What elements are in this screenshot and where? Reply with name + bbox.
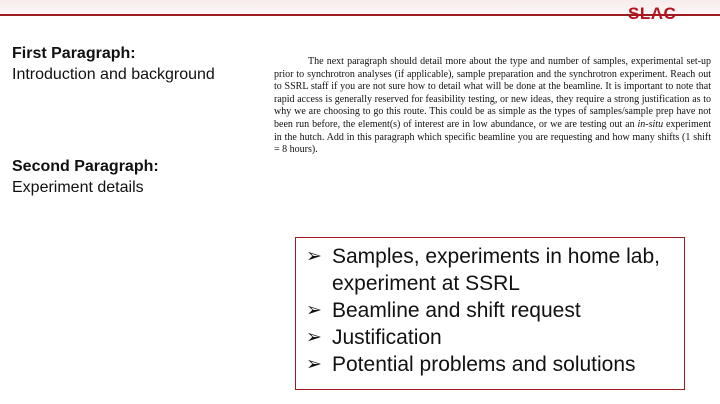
paragraph-text-start: The next paragraph should detail more about the type and number of samples, experimental set-up prior to synchrotron analyses (if applicable), sample preparation and the synchrotron experiment. Reach out to SSRL staff if you are not sure how to detail what will be done at the beamline. It is important to note that rapid access is generally reserved for feasibility testing, or new ideas, they require a strong justification as to why we are choosing to go this route. This could be as simple as the types of samples/sample prep have not been run before, the element(s) of interest are in low abundance, or we are testing out an xyxy=(274,56,711,130)
bullet-text: Potential problems and solutions xyxy=(332,353,636,376)
arrow-bullet-icon: ➢ xyxy=(306,354,322,375)
bullet-text: Samples, experiments in home lab, experiment at SSRL xyxy=(332,245,660,295)
first-paragraph-subtitle: Introduction and background xyxy=(12,66,215,83)
bullet-item xyxy=(306,297,684,324)
first-paragraph-heading: First Paragraph: xyxy=(12,45,136,62)
arrow-bullet-icon: ➢ xyxy=(306,327,322,348)
slac-logo: SLAC xyxy=(628,4,677,23)
summary-box xyxy=(295,237,685,390)
second-paragraph-subtitle: Experiment details xyxy=(12,179,144,196)
bullet-text: Justification xyxy=(332,326,442,349)
arrow-bullet-icon: ➢ xyxy=(306,300,322,321)
paragraph-text-end: experiment in the hutch. Add in this paragraph which specific beamline you are requesting and how many shifts (1 shift = 8 hours). xyxy=(274,118,712,156)
bullet-item xyxy=(306,243,684,297)
header-rule xyxy=(0,14,720,16)
bullet-item xyxy=(306,351,684,378)
arrow-bullet-icon: ➢ xyxy=(306,246,322,267)
summary-bullet-list xyxy=(296,238,684,378)
header-band xyxy=(0,0,720,14)
second-paragraph-heading: Second Paragraph: xyxy=(12,158,159,175)
bullet-item xyxy=(306,324,684,351)
bullet-text: Beamline and shift request xyxy=(332,299,581,322)
paragraph-italic-term: in-situ xyxy=(637,118,664,130)
example-paragraph xyxy=(274,56,711,157)
